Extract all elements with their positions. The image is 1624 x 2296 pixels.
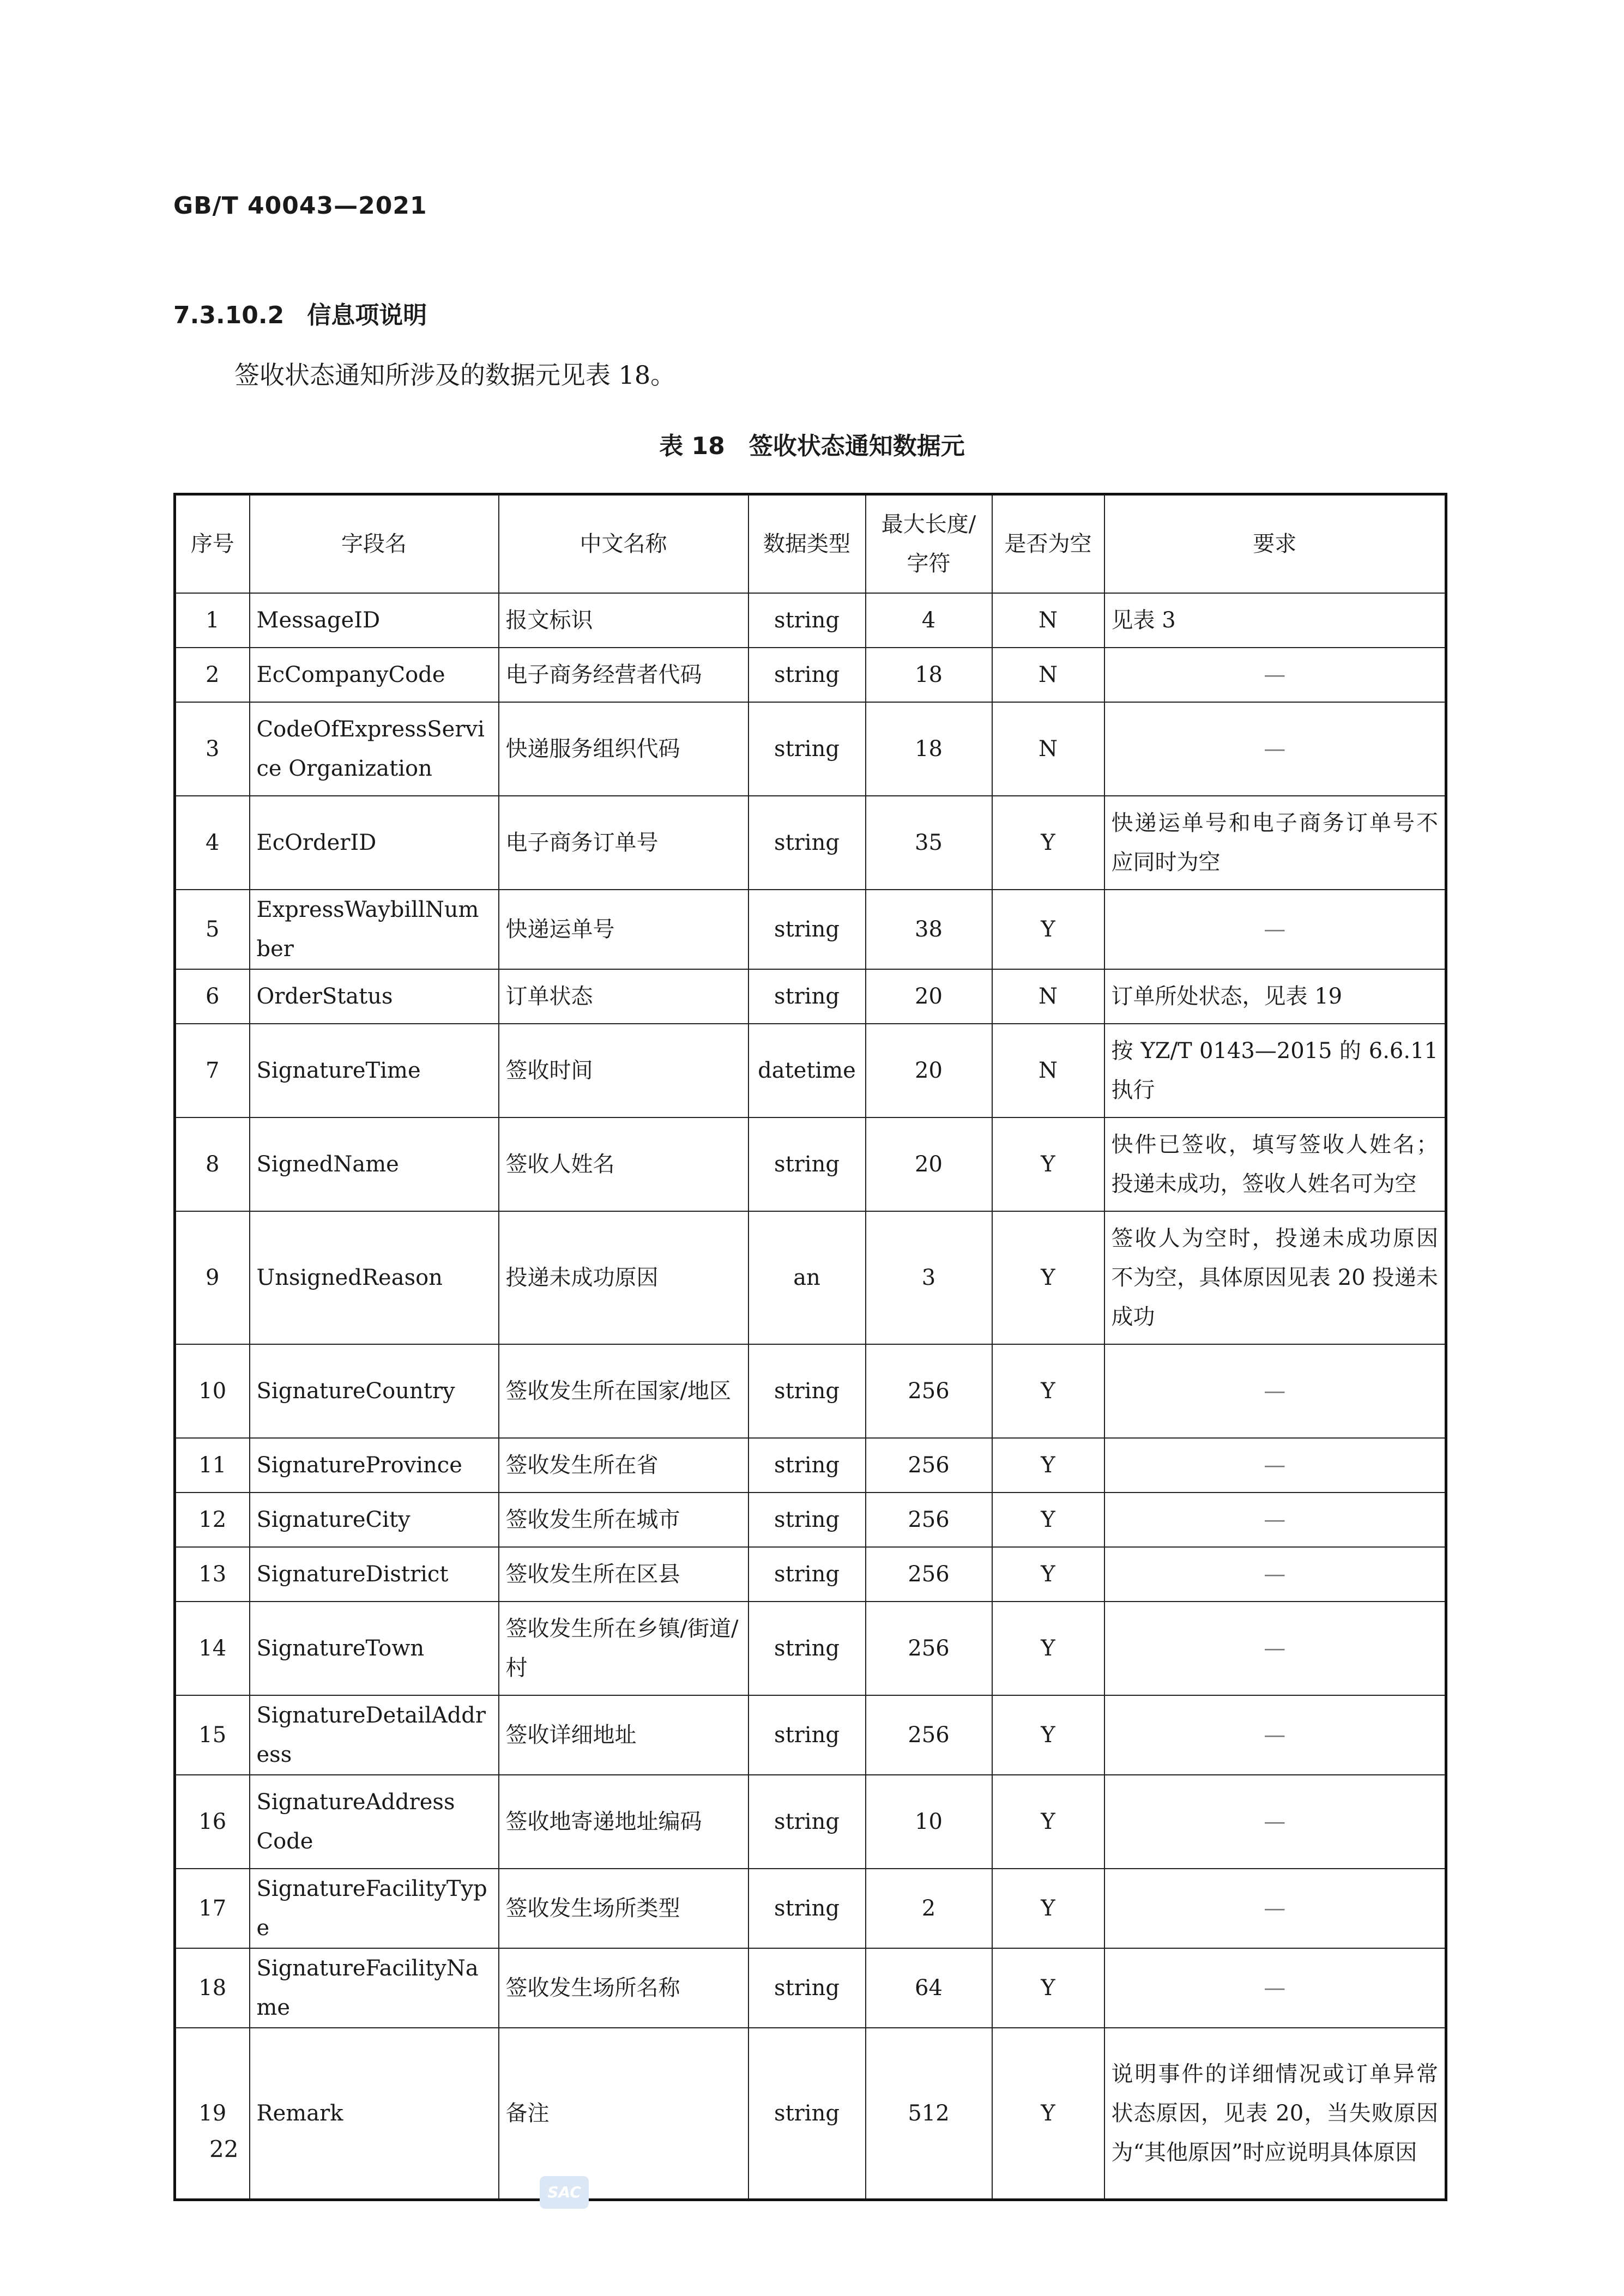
cell-cn-name: 签收发生场所类型: [499, 1869, 748, 1948]
section-heading: [173, 295, 427, 330]
cell-type: string: [748, 890, 866, 969]
cell-max-length: 20: [866, 1024, 992, 1117]
cell-nullable: N: [992, 969, 1104, 1024]
section-title: 信息项说明: [307, 301, 427, 329]
cell-field: MessageID: [250, 593, 499, 648]
cell-no: 12: [175, 1493, 250, 1547]
cell-requirement: 签收人为空时，投递未成功原因不为空，具体原因见表 20 投递未成功: [1104, 1211, 1446, 1344]
table-row: [175, 1211, 1446, 1344]
cell-max-length: 20: [866, 969, 992, 1024]
table-row: [175, 1547, 1446, 1602]
cell-cn-name: 快递服务组织代码: [499, 702, 748, 796]
table-row: [175, 1695, 1446, 1775]
cell-max-length: 256: [866, 1602, 992, 1695]
cell-no: 2: [175, 648, 250, 702]
cell-type: string: [748, 1602, 866, 1695]
cell-nullable: Y: [992, 1775, 1104, 1869]
cell-type: string: [748, 702, 866, 796]
cell-no: 13: [175, 1547, 250, 1602]
cell-nullable: Y: [992, 890, 1104, 969]
cell-cn-name: 签收发生所在国家/地区: [499, 1344, 748, 1438]
cell-requirement: —: [1104, 702, 1446, 796]
table-row: [175, 702, 1446, 796]
sac-watermark-logo: SAC: [540, 2176, 589, 2209]
cell-requirement: —: [1104, 1438, 1446, 1493]
cell-max-length: 256: [866, 1695, 992, 1775]
cell-max-length: 256: [866, 1344, 992, 1438]
cell-field: SignatureCountry: [250, 1344, 499, 1438]
cell-no: 9: [175, 1211, 250, 1344]
table-row: [175, 1775, 1446, 1869]
table-row: [175, 1344, 1446, 1438]
cell-requirement: 快递运单号和电子商务订单号不应同时为空: [1104, 796, 1446, 890]
table-row: [175, 890, 1446, 969]
header-requirement: 要求: [1104, 494, 1446, 594]
cell-max-length: 2: [866, 1869, 992, 1948]
cell-nullable: N: [992, 593, 1104, 648]
table-row: [175, 648, 1446, 702]
cell-field: SignatureDistrict: [250, 1547, 499, 1602]
cell-cn-name: 签收发生所在乡镇/街道/村: [499, 1602, 748, 1695]
cell-type: string: [748, 1695, 866, 1775]
table-row: [175, 1438, 1446, 1493]
cell-cn-name: 快递运单号: [499, 890, 748, 969]
cell-field: SignatureDetailAddress: [250, 1695, 499, 1775]
cell-field: ExpressWaybillNumber: [250, 890, 499, 969]
cell-field: SignatureAddress Code: [250, 1775, 499, 1869]
cell-type: string: [748, 648, 866, 702]
table-header-row: [175, 494, 1446, 594]
cell-cn-name: 签收发生所在省: [499, 1438, 748, 1493]
table-row: [175, 1024, 1446, 1117]
table-row: [175, 593, 1446, 648]
cell-max-length: 256: [866, 1438, 992, 1493]
cell-type: string: [748, 1948, 866, 2028]
table-number: 表 18: [659, 432, 725, 460]
section-number: 7.3.10.2: [173, 301, 285, 329]
header-type: 数据类型: [748, 494, 866, 594]
cell-max-length: 10: [866, 1775, 992, 1869]
cell-cn-name: 签收发生所在城市: [499, 1493, 748, 1547]
cell-requirement: —: [1104, 1493, 1446, 1547]
cell-nullable: Y: [992, 2028, 1104, 2200]
data-element-table: [173, 493, 1447, 2201]
intro-paragraph: 签收状态通知所涉及的数据元见表 18。: [234, 360, 676, 390]
table-row: [175, 2028, 1446, 2200]
table-row: [175, 1869, 1446, 1948]
cell-max-length: 20: [866, 1117, 992, 1211]
cell-no: 6: [175, 969, 250, 1024]
cell-nullable: N: [992, 1024, 1104, 1117]
cell-max-length: 35: [866, 796, 992, 890]
cell-nullable: Y: [992, 796, 1104, 890]
cell-no: 8: [175, 1117, 250, 1211]
cell-field: SignatureTown: [250, 1602, 499, 1695]
header-field: 字段名: [250, 494, 499, 594]
cell-cn-name: 签收人姓名: [499, 1117, 748, 1211]
cell-cn-name: 签收详细地址: [499, 1695, 748, 1775]
cell-type: string: [748, 1344, 866, 1438]
cell-max-length: 38: [866, 890, 992, 969]
cell-no: 4: [175, 796, 250, 890]
cell-requirement: —: [1104, 1695, 1446, 1775]
table-caption: [0, 426, 1624, 461]
cell-max-length: 3: [866, 1211, 992, 1344]
cell-nullable: Y: [992, 1602, 1104, 1695]
cell-cn-name: 签收发生场所名称: [499, 1948, 748, 2028]
cell-no: 16: [175, 1775, 250, 1869]
page-number: 22: [209, 2136, 239, 2162]
cell-requirement: —: [1104, 1547, 1446, 1602]
cell-nullable: N: [992, 702, 1104, 796]
cell-cn-name: 签收发生所在区县: [499, 1547, 748, 1602]
cell-nullable: N: [992, 648, 1104, 702]
cell-max-length: 256: [866, 1547, 992, 1602]
cell-type: string: [748, 1117, 866, 1211]
cell-cn-name: 备注: [499, 2028, 748, 2200]
cell-max-length: 64: [866, 1948, 992, 2028]
header-nullable: 是否为空: [992, 494, 1104, 594]
cell-field: OrderStatus: [250, 969, 499, 1024]
cell-requirement: —: [1104, 1948, 1446, 2028]
cell-type: string: [748, 1775, 866, 1869]
cell-requirement: 订单所处状态，见表 19: [1104, 969, 1446, 1024]
cell-no: 15: [175, 1695, 250, 1775]
cell-no: 19: [175, 2028, 250, 2200]
cell-no: 7: [175, 1024, 250, 1117]
cell-field: SignatureProvince: [250, 1438, 499, 1493]
cell-max-length: 18: [866, 648, 992, 702]
header-no: 序号: [175, 494, 250, 594]
cell-type: string: [748, 796, 866, 890]
cell-nullable: Y: [992, 1117, 1104, 1211]
cell-max-length: 4: [866, 593, 992, 648]
cell-no: 11: [175, 1438, 250, 1493]
header-cn-name: 中文名称: [499, 494, 748, 594]
cell-nullable: Y: [992, 1695, 1104, 1775]
cell-nullable: Y: [992, 1948, 1104, 2028]
cell-type: string: [748, 593, 866, 648]
cell-requirement: 见表 3: [1104, 593, 1446, 648]
cell-cn-name: 电子商务订单号: [499, 796, 748, 890]
table-title: 签收状态通知数据元: [748, 432, 965, 460]
standard-code: GB/T 40043—2021: [173, 192, 427, 220]
cell-max-length: 256: [866, 1493, 992, 1547]
cell-no: 18: [175, 1948, 250, 2028]
cell-field: UnsignedReason: [250, 1211, 499, 1344]
cell-cn-name: 签收时间: [499, 1024, 748, 1117]
cell-nullable: Y: [992, 1344, 1104, 1438]
cell-nullable: Y: [992, 1493, 1104, 1547]
cell-field: Remark: [250, 2028, 499, 2200]
cell-requirement: 快件已签收，填写签收人姓名；投递未成功，签收人姓名可为空: [1104, 1117, 1446, 1211]
cell-no: 5: [175, 890, 250, 969]
cell-requirement: —: [1104, 1775, 1446, 1869]
cell-no: 17: [175, 1869, 250, 1948]
cell-cn-name: 订单状态: [499, 969, 748, 1024]
cell-nullable: Y: [992, 1869, 1104, 1948]
cell-type: string: [748, 1547, 866, 1602]
cell-cn-name: 报文标识: [499, 593, 748, 648]
table-row: [175, 796, 1446, 890]
cell-field: SignatureFacilityName: [250, 1948, 499, 2028]
cell-type: string: [748, 2028, 866, 2200]
cell-type: string: [748, 1869, 866, 1948]
cell-no: 14: [175, 1602, 250, 1695]
table-row: [175, 1948, 1446, 2028]
cell-field: EcCompanyCode: [250, 648, 499, 702]
cell-type: string: [748, 1493, 866, 1547]
cell-field: EcOrderID: [250, 796, 499, 890]
cell-field: SignatureFacilityType: [250, 1869, 499, 1948]
cell-requirement: —: [1104, 1869, 1446, 1948]
cell-type: string: [748, 969, 866, 1024]
table-row: [175, 969, 1446, 1024]
cell-field: CodeOfExpressService Organization: [250, 702, 499, 796]
cell-requirement: 说明事件的详细情况或订单异常状态原因，见表 20，当失败原因为“其他原因”时应说明具体原因: [1104, 2028, 1446, 2200]
cell-requirement: —: [1104, 1602, 1446, 1695]
cell-type: an: [748, 1211, 866, 1344]
table-row: [175, 1493, 1446, 1547]
cell-nullable: Y: [992, 1547, 1104, 1602]
cell-max-length: 18: [866, 702, 992, 796]
cell-no: 10: [175, 1344, 250, 1438]
cell-no: 3: [175, 702, 250, 796]
cell-requirement: —: [1104, 648, 1446, 702]
cell-requirement: —: [1104, 890, 1446, 969]
cell-type: datetime: [748, 1024, 866, 1117]
cell-cn-name: 投递未成功原因: [499, 1211, 748, 1344]
cell-nullable: Y: [992, 1438, 1104, 1493]
cell-field: SignatureCity: [250, 1493, 499, 1547]
cell-cn-name: 签收地寄递地址编码: [499, 1775, 748, 1869]
cell-requirement: 按 YZ/T 0143—2015 的 6.6.11 执行: [1104, 1024, 1446, 1117]
cell-max-length: 512: [866, 2028, 992, 2200]
header-max-length: 最大长度/字符: [866, 494, 992, 594]
table-row: [175, 1117, 1446, 1211]
cell-field: SignatureTime: [250, 1024, 499, 1117]
table-row: [175, 1602, 1446, 1695]
cell-requirement: —: [1104, 1344, 1446, 1438]
cell-field: SignedName: [250, 1117, 499, 1211]
cell-no: 1: [175, 593, 250, 648]
cell-type: string: [748, 1438, 866, 1493]
cell-cn-name: 电子商务经营者代码: [499, 648, 748, 702]
cell-nullable: Y: [992, 1211, 1104, 1344]
